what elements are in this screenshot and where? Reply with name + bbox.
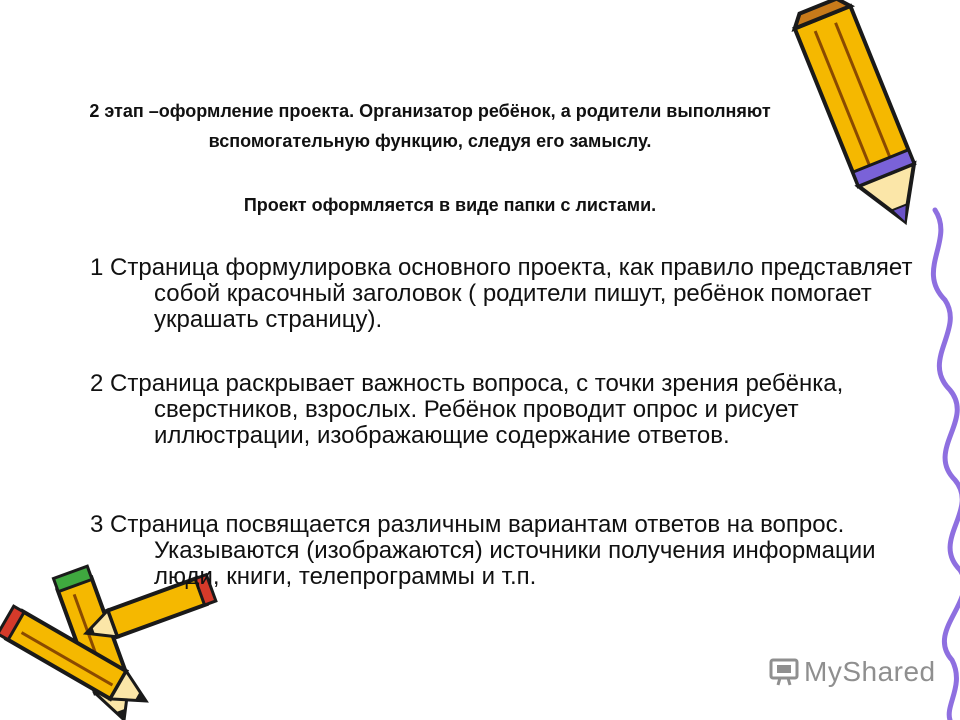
pencil-top-right-icon [790, 0, 933, 234]
paragraph-page-2: 2 Страница раскрывает важность вопроса, с точки зрения ребёнка, сверстников, взрослых. Ребёнок проводит опрос и рисует иллюстрации, изображающие содержание ответов. [90, 370, 844, 449]
paragraph-page-1: 1 Страница формулировка основного проекта, как правило представляет собой красочный заголовок ( родители пишут, ребёнок помогает украшать страницу). [90, 254, 913, 333]
watermark-text: MyShared [804, 656, 936, 687]
purple-squiggle-line [933, 210, 960, 720]
myshared-watermark [768, 656, 936, 688]
paragraph-page-3: 3 Страница посвящается различным вариантам ответов на вопрос. Указываются (изображаются) источники получения информации люди, книги, телепрограммы и т.п. [90, 511, 876, 590]
slide-subheading: Проект оформляется в виде папки с листами. [243, 195, 657, 215]
slide-heading: 2 этап –оформление проекта. Организатор ребёнок, а родители выполняют вспомогательную функцию, следуя его замыслу. [89, 101, 771, 151]
presentation-icon [768, 657, 800, 687]
